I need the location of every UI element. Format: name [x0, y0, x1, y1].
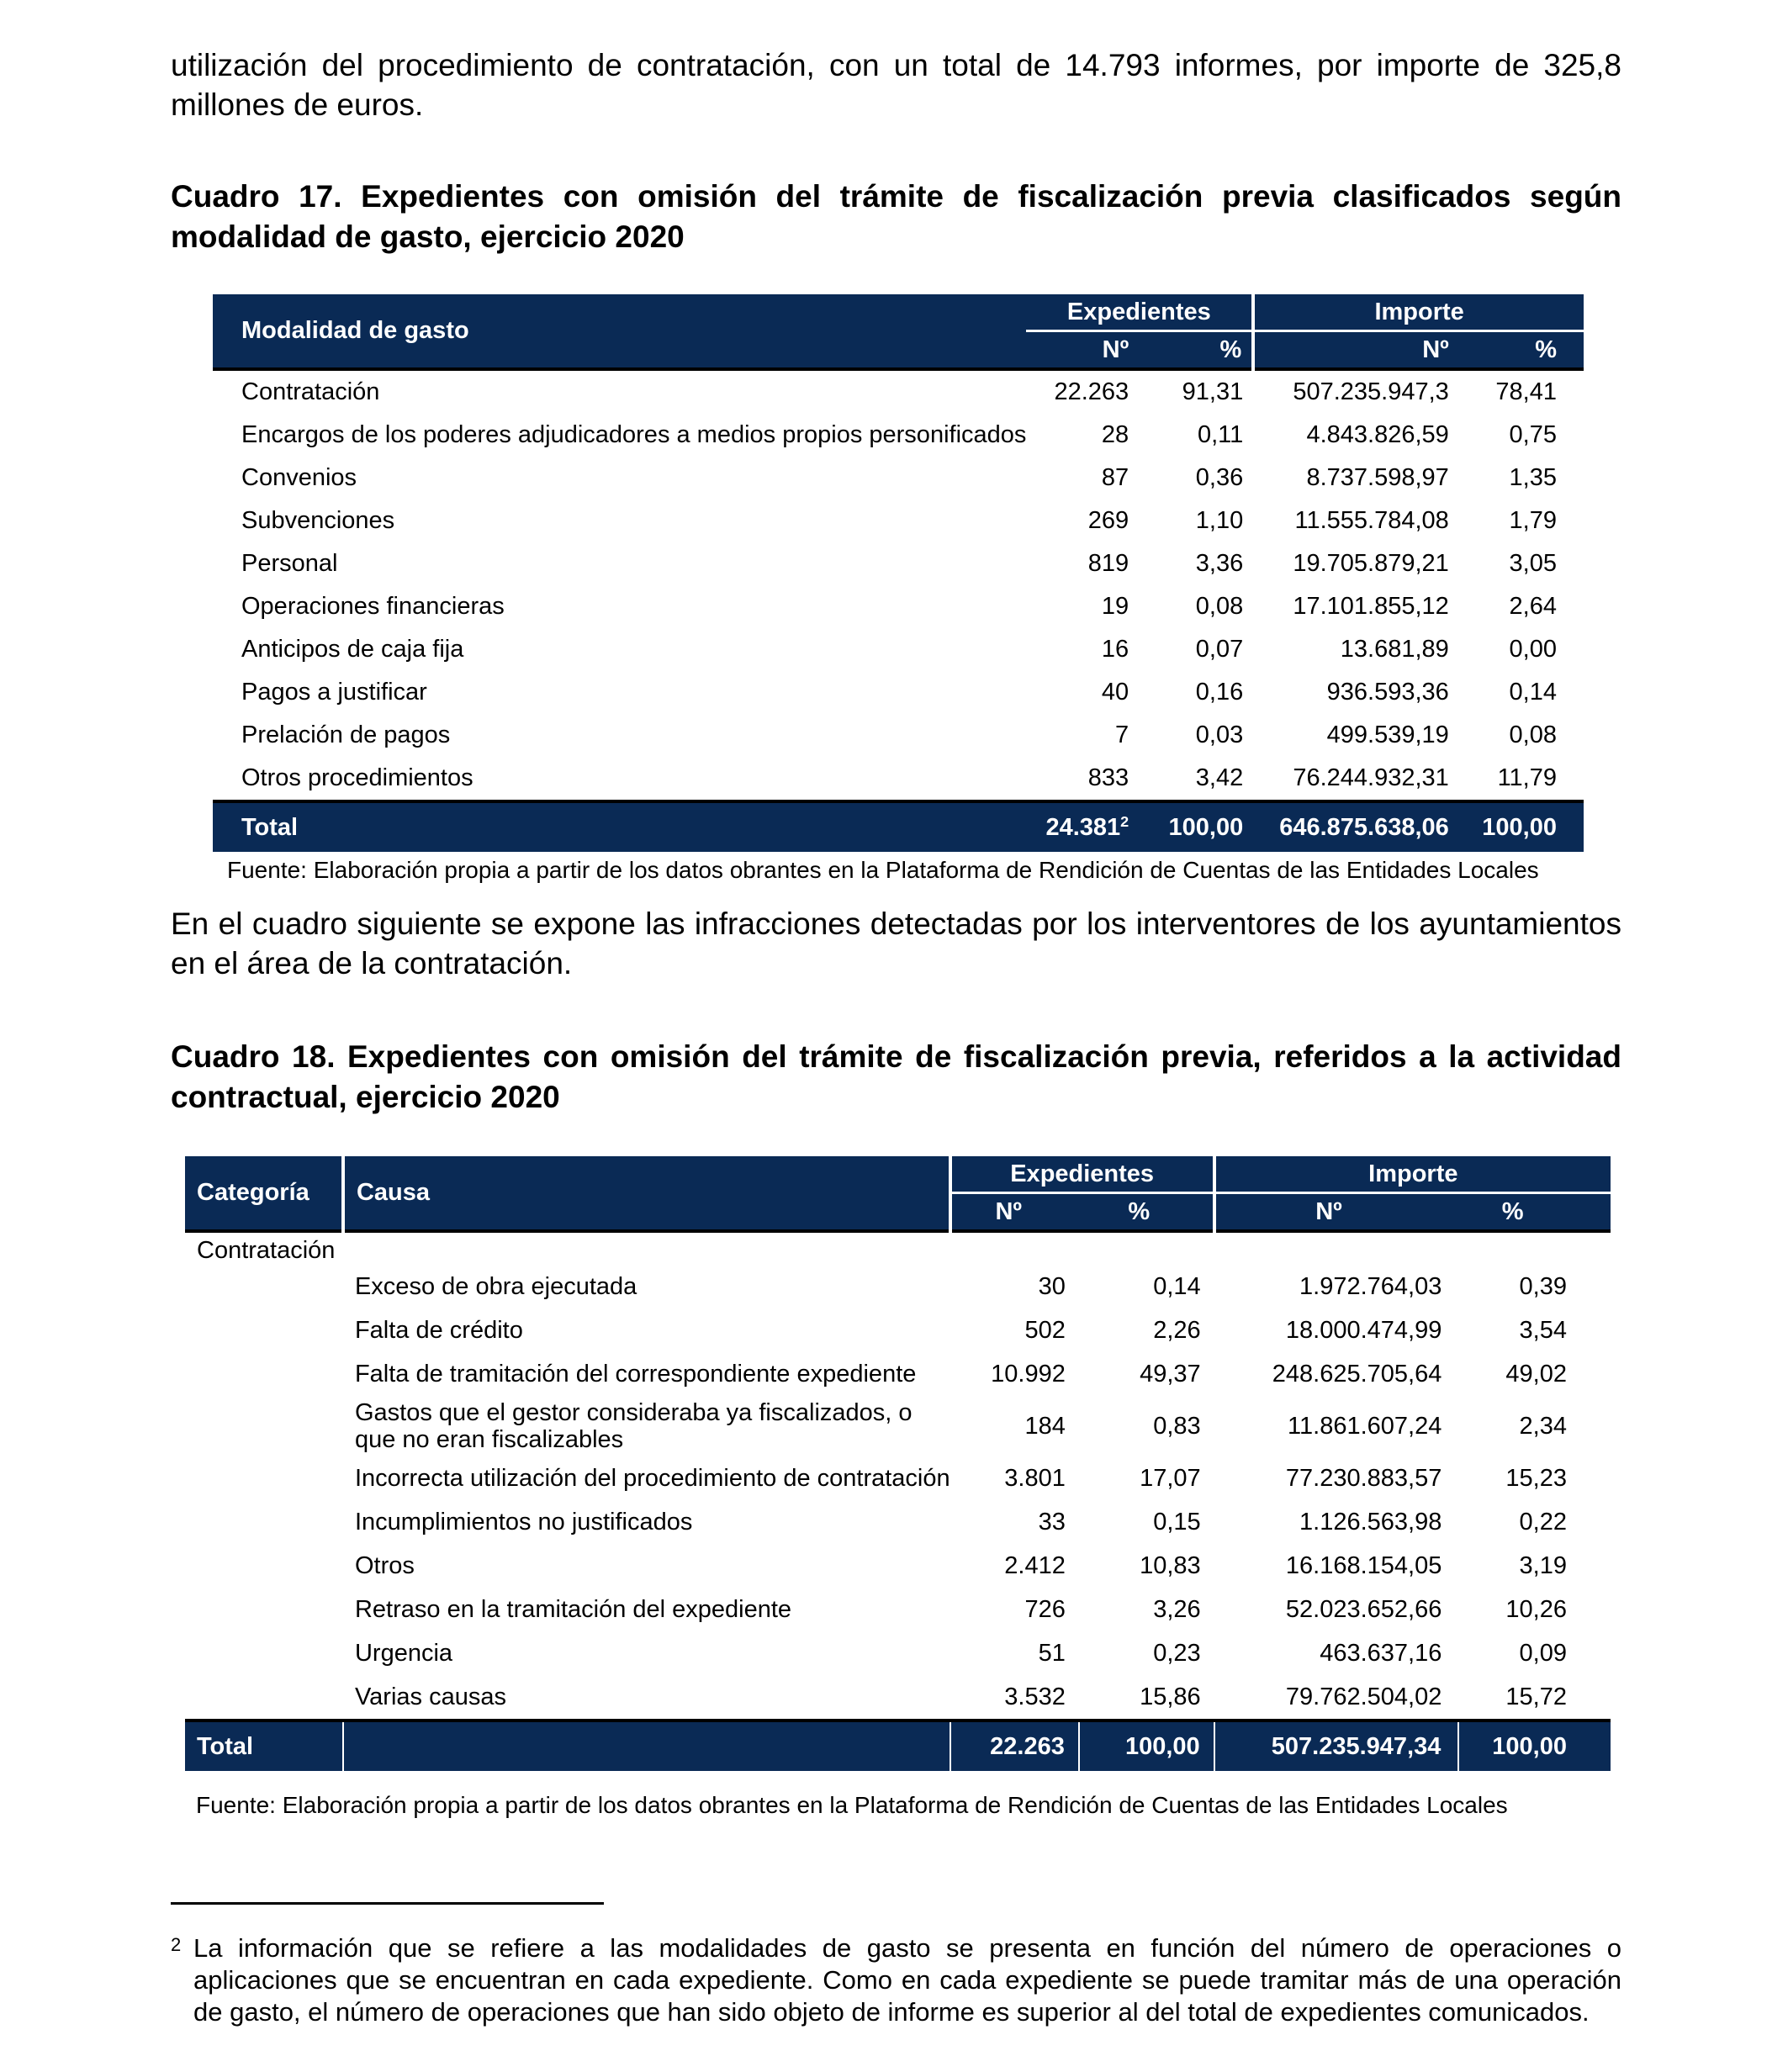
row-label: Anticipos de caja fija	[241, 636, 464, 663]
t17-total-pct: 100,00	[1139, 801, 1253, 852]
row-label: Contratación	[241, 378, 380, 405]
t17-total-n-value: 24.381	[1045, 813, 1121, 841]
t18-total-imp-pct: 100,00	[1458, 1720, 1611, 1771]
t18-sub-exp-pct: %	[1079, 1193, 1214, 1232]
row-exp-no: 184	[1024, 1412, 1066, 1440]
row-label: Operaciones financieras	[241, 593, 505, 620]
table17-body	[213, 369, 1584, 801]
row-exp-no: 7	[1115, 722, 1129, 748]
row-exp-no: 16	[1101, 636, 1129, 663]
row-imp-no: 936.593,36	[1326, 679, 1449, 706]
t18-category-row	[185, 1231, 1611, 1265]
footnote-text: La información que se refiere a las modalidades de gasto se presenta en función del número de operaciones o aplicaciones que se encuentran en cada expediente. Como en cada expediente se puede tramitar más de una operación de gasto, el número de operaciones que han sido objeto de informe es superior al del total de expedientes comunicados.	[193, 1933, 1621, 2027]
row-imp-no: 248.625.705,64	[1272, 1360, 1442, 1388]
row-imp-pct: 78,41	[1495, 378, 1557, 405]
row-exp-pct: 1,10	[1195, 507, 1244, 534]
row-label: Personal	[241, 550, 338, 577]
t18-header-causa: Causa	[343, 1156, 950, 1231]
row-imp-no: 507.235.947,3	[1293, 378, 1449, 405]
table-row	[213, 414, 1584, 457]
row-exp-pct: 91,31	[1182, 378, 1244, 405]
table-row	[185, 1631, 1611, 1675]
row-exp-pct: 10,83	[1140, 1551, 1201, 1579]
row-imp-pct: 15,72	[1505, 1683, 1567, 1710]
row-imp-pct: 10,26	[1505, 1595, 1567, 1623]
row-category-empty	[185, 1588, 343, 1631]
row-exp-pct: 3,36	[1195, 550, 1244, 577]
row-imp-no: 11.861.607,24	[1288, 1412, 1442, 1440]
footnote-marker: 2	[171, 1934, 182, 1955]
row-category-empty	[185, 1544, 343, 1588]
t17-total-n	[1026, 801, 1139, 852]
middle-paragraph: En el cuadro siguiente se expone las infracciones detectadas por los interventores de los ayuntamientos en el área de la contratación.	[171, 906, 1621, 980]
row-imp-no: 52.023.652,66	[1285, 1595, 1442, 1623]
row-imp-no: 79.762.504,02	[1285, 1683, 1442, 1710]
row-exp-pct: 0,83	[1153, 1412, 1201, 1440]
row-label: Prelación de pagos	[241, 722, 451, 748]
row-imp-no: 17.101.855,12	[1293, 593, 1449, 620]
row-imp-no: 463.637,16	[1320, 1639, 1442, 1667]
table-row	[185, 1265, 1611, 1308]
row-category-empty	[185, 1308, 343, 1352]
table-row	[185, 1308, 1611, 1352]
row-imp-no: 11.555.784,08	[1294, 507, 1449, 534]
row-imp-pct: 2,34	[1519, 1412, 1567, 1440]
t17-total-imp-pct: 100,00	[1468, 801, 1584, 852]
table-row	[213, 369, 1584, 414]
row-exp-no: 833	[1087, 764, 1129, 791]
row-imp-pct: 0,14	[1509, 679, 1557, 706]
row-imp-no: 18.000.474,99	[1285, 1316, 1442, 1344]
table-row	[213, 542, 1584, 585]
table18	[185, 1156, 1611, 1771]
row-imp-no: 1.972.764,03	[1299, 1272, 1442, 1300]
row-causa: Retraso en la tramitación del expediente	[354, 1595, 792, 1623]
row-exp-pct: 17,07	[1140, 1464, 1201, 1492]
t18-header-expedientes: Expedientes	[950, 1156, 1214, 1193]
row-causa: Urgencia	[354, 1639, 453, 1667]
row-exp-no: 40	[1101, 679, 1129, 706]
row-exp-no: 87	[1101, 464, 1129, 491]
t18-sub-imp-pct: %	[1458, 1193, 1611, 1232]
row-imp-pct: 0,22	[1519, 1508, 1567, 1536]
row-exp-pct: 15,86	[1140, 1683, 1201, 1710]
row-causa: Varias causas	[354, 1683, 506, 1710]
row-category-empty	[185, 1675, 343, 1720]
row-label: Pagos a justificar	[241, 679, 427, 706]
footnote-ref[interactable]: 2	[1120, 812, 1129, 830]
row-category-empty	[185, 1631, 343, 1675]
t17-sub-exp-pct: %	[1139, 331, 1253, 370]
row-exp-no: 51	[1038, 1639, 1066, 1667]
table-row	[185, 1500, 1611, 1544]
t18-category-label: Contratación	[197, 1237, 336, 1264]
table-row	[185, 1675, 1611, 1720]
table-row	[213, 457, 1584, 500]
t17-total-row	[213, 801, 1584, 852]
row-imp-pct: 49,02	[1505, 1360, 1567, 1388]
row-causa: Gastos que el gestor consideraba ya fiscalizados, o que no eran fiscalizables	[354, 1399, 913, 1453]
row-imp-pct: 3,19	[1519, 1551, 1567, 1579]
row-category-empty	[185, 1396, 343, 1456]
row-exp-pct: 0,14	[1153, 1272, 1201, 1300]
t18-sub-imp-no: Nº	[1214, 1193, 1459, 1232]
row-exp-no: 33	[1038, 1508, 1066, 1536]
row-imp-no: 16.168.154,05	[1285, 1551, 1442, 1579]
row-exp-no: 269	[1087, 507, 1129, 534]
t18-total-imp: 507.235.947,34	[1214, 1720, 1459, 1771]
row-exp-pct: 0,36	[1195, 464, 1244, 491]
row-exp-pct: 49,37	[1140, 1360, 1201, 1388]
row-exp-pct: 2,26	[1153, 1316, 1201, 1344]
row-imp-pct: 15,23	[1505, 1464, 1567, 1492]
row-causa: Incumplimientos no justificados	[354, 1508, 693, 1536]
intro-paragraph: utilización del procedimiento de contratación, con un total de 14.793 informes, por importe de 325,8 millones de euros.	[171, 48, 1621, 122]
row-label: Encargos de los poderes adjudicadores a medios propios personificados	[241, 421, 1027, 448]
footnote-separator	[171, 1902, 604, 1905]
table-row	[213, 714, 1584, 757]
row-imp-pct: 1,35	[1509, 464, 1557, 491]
t17-header-importe: Importe	[1253, 294, 1584, 331]
row-exp-pct: 3,42	[1195, 764, 1244, 791]
row-exp-pct: 3,26	[1153, 1595, 1201, 1623]
table-row	[185, 1396, 1611, 1456]
row-imp-pct: 0,39	[1519, 1272, 1567, 1300]
t18-total-row	[185, 1720, 1611, 1771]
t18-total-pct: 100,00	[1079, 1720, 1214, 1771]
row-category-empty	[185, 1500, 343, 1544]
row-label: Convenios	[241, 464, 357, 491]
row-imp-pct: 3,05	[1509, 550, 1557, 577]
row-imp-pct: 0,09	[1519, 1639, 1567, 1667]
row-imp-no: 8.737.598,97	[1306, 464, 1449, 491]
row-exp-pct: 0,15	[1153, 1508, 1201, 1536]
row-exp-pct: 0,07	[1195, 636, 1244, 663]
row-exp-no: 3.532	[1004, 1683, 1066, 1710]
t18-sub-exp-no: Nº	[950, 1193, 1079, 1232]
row-imp-no: 77.230.883,57	[1285, 1464, 1442, 1492]
row-category-empty	[185, 1265, 343, 1308]
table-row	[185, 1352, 1611, 1396]
row-imp-no: 4.843.826,59	[1306, 421, 1449, 448]
row-imp-no: 13.681,89	[1340, 636, 1449, 663]
row-causa: Exceso de obra ejecutada	[354, 1272, 637, 1300]
row-label: Otros procedimientos	[241, 764, 473, 791]
row-causa: Incorrecta utilización del procedimiento de contratación	[354, 1464, 950, 1492]
row-imp-pct: 1,79	[1509, 507, 1557, 534]
t17-total-imp: 646.875.638,06	[1253, 801, 1468, 852]
row-exp-no: 726	[1024, 1595, 1066, 1623]
table-row	[213, 628, 1584, 671]
t17-sub-imp-no: Nº	[1253, 331, 1468, 370]
table17-caption: Cuadro 17. Expedientes con omisión del trámite de fiscalización previa clasificados según modalidad de gasto, ejercicio 2020	[171, 179, 1621, 254]
table-row	[185, 1456, 1611, 1500]
row-causa: Otros	[354, 1551, 415, 1579]
table-row	[213, 757, 1584, 801]
t17-total-label: Total	[213, 801, 1026, 852]
row-imp-no: 499.539,19	[1326, 722, 1449, 748]
row-exp-no: 22.263	[1054, 378, 1129, 405]
table-row	[185, 1544, 1611, 1588]
table-row	[185, 1588, 1611, 1631]
row-imp-no: 19.705.879,21	[1293, 550, 1449, 577]
row-imp-no: 1.126.563,98	[1299, 1508, 1442, 1536]
t18-total-n: 22.263	[950, 1720, 1079, 1771]
t18-header-categoria: Categoría	[185, 1156, 343, 1231]
table18-caption: Cuadro 18. Expedientes con omisión del trámite de fiscalización previa, referidos a la actividad contractual, ejercicio 2020	[171, 1039, 1621, 1114]
row-exp-no: 19	[1101, 593, 1129, 620]
row-exp-pct: 0,03	[1195, 722, 1244, 748]
t17-sub-exp-no: Nº	[1026, 331, 1139, 370]
row-causa: Falta de tramitación del correspondiente expediente	[354, 1360, 917, 1388]
table18-source: Fuente: Elaboración propia a partir de los datos obrantes en la Plataforma de Rendición de Cuentas de las Entidades Locales	[196, 1792, 1508, 1818]
row-imp-pct: 11,79	[1497, 764, 1557, 791]
table17-source: Fuente: Elaboración propia a partir de los datos obrantes en la Plataforma de Rendición de Cuentas de las Entidades Locales	[227, 857, 1539, 883]
row-imp-pct: 3,54	[1519, 1316, 1567, 1344]
table-row	[213, 671, 1584, 714]
footnote	[171, 1932, 1621, 2028]
row-exp-no: 502	[1024, 1316, 1066, 1344]
table-row	[213, 500, 1584, 542]
row-label: Subvenciones	[241, 507, 395, 534]
row-exp-no: 2.412	[1004, 1551, 1066, 1579]
row-exp-pct: 0,11	[1197, 421, 1244, 448]
row-imp-no: 76.244.932,31	[1293, 764, 1449, 791]
row-category-empty	[185, 1456, 343, 1500]
row-exp-no: 28	[1101, 421, 1129, 448]
row-exp-no: 3.801	[1004, 1464, 1066, 1492]
row-imp-pct: 0,75	[1509, 421, 1557, 448]
row-imp-pct: 0,08	[1509, 722, 1557, 748]
t17-header-modalidad: Modalidad de gasto	[213, 294, 1026, 369]
t17-header-expedientes: Expedientes	[1026, 294, 1253, 331]
table17	[213, 294, 1584, 852]
row-exp-no: 30	[1038, 1272, 1066, 1300]
t18-header-importe: Importe	[1214, 1156, 1611, 1193]
row-imp-pct: 2,64	[1509, 593, 1557, 620]
row-exp-no: 819	[1087, 550, 1129, 577]
row-exp-pct: 0,23	[1153, 1639, 1201, 1667]
table-row	[213, 585, 1584, 628]
row-exp-pct: 0,16	[1195, 679, 1244, 706]
t18-total-label: Total	[185, 1720, 343, 1771]
t17-sub-imp-pct: %	[1468, 331, 1584, 370]
row-imp-pct: 0,00	[1509, 636, 1557, 663]
row-exp-pct: 0,08	[1195, 593, 1244, 620]
table18-body	[185, 1265, 1611, 1720]
row-exp-no: 10.992	[991, 1360, 1066, 1388]
row-category-empty	[185, 1352, 343, 1396]
row-causa: Falta de crédito	[354, 1316, 523, 1344]
